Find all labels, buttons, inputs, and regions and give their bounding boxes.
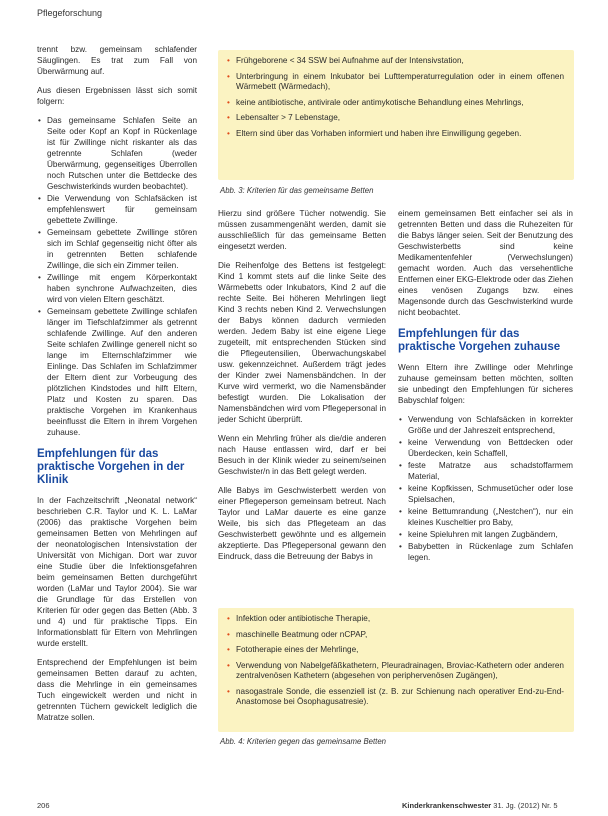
figure-caption: Abb. 4: Kriterien gegen das gemeinsame Betten: [220, 737, 387, 746]
running-header: Pflegeforschung: [37, 8, 103, 18]
recommendations-list: [398, 414, 573, 563]
list-item: • keine antibiotische, antivirale oder antimykotische Behandlung eines Mehrlings,: [236, 98, 564, 109]
column-middle: [218, 208, 386, 570]
paragraph: trennt bzw. gemeinsam schlafender Säuglingen. Es trat zum Fall von Überwärmung auf.: [37, 45, 197, 76]
list-item: • Babybetten in Rückenlage zum Schlafen legen.: [408, 541, 573, 563]
list-item: • maschinelle Beatmung oder nCPAP,: [236, 630, 564, 641]
list-item: • feste Matratze aus schadstoffarmem Material,: [408, 460, 573, 482]
list-item: • Das gemeinsame Schlafen Seite an Seite oder Kopf an Kopf in Rückenlage ist für Zwillinge nicht riskanter als das getrennte Schlafen (weder Überwärmung, gegenseitiges Überrollen noch Rutschen unter die Bettdecke des Geschwisterkinds wurden beobachtet).: [47, 115, 197, 192]
list-item: • Lebensalter > 7 Lebenstage,: [236, 113, 564, 124]
paragraph: In der Fachzeitschrift „Neonatal network“ beschrieben C.R. Taylor und K. L. LaMar (2006) das praktische Vorgehen beim gemeinsamen Betten von Mehrlingen auf der neonatologischen Intensivstation der Universität von Michigan. Dort war zuvor eine Studie über die Infektionsgefahren beim gemeinsamen Betten durchgeführt worden (LaMar und Taylor 2004). Sie war die Grundlage für das Erstellen von Kriterien für oder gegen das Betten (Abb. 3 und 4) und für praktische Tipps. Ein Informationsblatt für Eltern von Mehrlingen wurde erstellt.: [37, 496, 197, 648]
list-item: • Unterbringung in einem Inkubator bei Lufttemperaturregulation oder in einem offenen Wärmebett (Wärmedach),: [236, 72, 564, 93]
list-item: • keine Kopfkissen, Schmusetücher oder lose Spielsachen,: [408, 483, 573, 505]
list-item: • Zwillinge mit engem Körperkontakt haben synchrone Aufwachzeiten, dies wird von vielen Eltern geschätzt.: [47, 272, 197, 305]
section-heading: Empfehlungen für das praktische Vorgehen zuhause: [398, 328, 561, 353]
figure-caption: Abb. 3: Kriterien für das gemeinsame Betten: [220, 186, 374, 195]
list-item: • Verwendung von Schlafsäcken in korrekter Größe und der Jahreszeit entsprechend,: [408, 414, 573, 436]
list-item: • keine Spieluhren mit langen Zugbändern,: [408, 529, 573, 540]
list-item: • Eltern sind über das Vorhaben informiert und haben ihre Einwilligung gegeben.: [236, 129, 564, 140]
paragraph: Alle Babys im Geschwisterbett werden von einer Pflegeperson gemeinsam betreut. Nach Taylor und LaMar dauerte es eine ganze Weile, bis sich das Pflegeteam an das Geschwisterbett gewöhnte und es allgemein akzeptierte. Das Pflegepersonal gewann den Eindruck, dass die Betreuung der Babys in: [218, 486, 386, 561]
criteria-for-box: [218, 50, 574, 180]
paragraph: Hierzu sind größere Tücher notwendig. Sie müssen zusammengenäht werden, damit sie ausschließlich für das gemeinsame Betten eingesetzt werden.: [218, 209, 386, 251]
list-item: • Infektion oder antibiotische Therapie,: [236, 614, 564, 625]
paragraph: Entsprechend der Empfehlungen ist beim gemeinsamen Betten darauf zu achten, dass die Mehrlinge in ein gemeinsames Tuch eingewickelt werden und nicht in getrennten Tüchern gewickelt lediglich die Matratze sollen.: [37, 658, 197, 722]
list-item: • Fototherapie eines der Mehrlinge,: [236, 645, 564, 656]
journal-issue: 31. Jg. (2012) Nr. 5: [491, 801, 558, 810]
list-item: • nasogastrale Sonde, die essenziell ist (z. B. zur Schienung nach operativer End-zu-End-Anastomose bei Ösophagusatresie).: [236, 687, 564, 708]
paragraph: Die Reihenfolge des Bettens ist festgelegt: Kind 1 kommt stets auf die linke Seite des Wärmebetts oder Inkubators, Kind 2 auf die rechte Seite. Bei höheren Mehrlingen liegt Kind 3 rechts neben Kind 2. Verwechslungen der Babys können dadurch vermieden werden. Jedem Baby ist eine eigene Liege zugeteilt, mit entsprechenden Stücken sind die Pflegeutensilien, Überwachungskabel usw. gekennzeichnet. Außerdem trägt jedes der Kinder zwei Namensbändchen. In der Kurve wird vermerkt, wo die Namensbänder befestigt wurden. Die Lokalisation der Namensbändchen wird vom Pflegepersonal in jeder Schicht überprüft.: [218, 261, 386, 424]
journal-name: Kinderkrankenschwester: [402, 801, 492, 810]
column-right: [398, 208, 573, 571]
list-item: • Verwendung von Nabelgefäßkathetern, Pleuradrainagen, Broviac-Kathetern oder anderen zentralvenösen Kathetern (abgesehen von periphervenösen Zugängen),: [236, 661, 564, 682]
findings-list: [37, 115, 197, 438]
paragraph: Wenn ein Mehrling früher als die/die anderen nach Hause entlassen wird, darf er bei Besuch in der Klinik wieder zu seinem/seinen Geschwister/n in das Bett gelegt werden.: [218, 434, 386, 476]
list-item: • Gemeinsam gebettete Zwillinge stören sich im Schlaf gegenseitig nicht öfter als in getrennten Betten schlafende Zwillinge, die sich ein Zimmer teilen.: [47, 227, 197, 271]
criteria-against-box: [218, 608, 574, 732]
journal-footer: [402, 800, 558, 811]
paragraph: Wenn Eltern ihre Zwillinge oder Mehrlinge zuhause gemeinsam betten möchten, sollten sie unbedingt den Empfehlungen für sicheres Babyschlaf folgen:: [398, 363, 573, 405]
list-item: • keine Bettumrandung („Nestchen“), nur ein kleines Kuscheltier pro Baby,: [408, 506, 573, 528]
section-heading: Empfehlungen für das praktische Vorgehen in der Klinik: [37, 448, 185, 486]
column-left: [37, 44, 197, 731]
list-item: • Die Verwendung von Schlafsäcken ist empfehlenswert für gemeinsam gebettete Zwillinge.: [47, 193, 197, 226]
list-item: • Gemeinsam gebettete Zwillinge schlafen länger im Tiefschlafzimmer als getrennt schlafende Zwillinge. Auf den anderen Seite schlafen Zwillinge generell nicht so lange im Elternschlafzimmer wie Einlinge. Das Schlafen im Schlafzimmer der Eltern dient zur Vorbeugung des plötzlichen Kindstodes und hilft Eltern, Platz und Kosten zu sparen. Das praktische Vorgehen im Krankenhaus beeinflusst die Eltern in ihrem Vorgehen zuhause.: [47, 306, 197, 438]
page-number: 206: [37, 801, 50, 810]
list-item: • keine Verwendung von Bettdecken oder Überdecken, kein Schaffell,: [408, 437, 573, 459]
paragraph: Aus diesen Ergebnissen lässt sich somit folgern:: [37, 86, 197, 106]
paragraph: einem gemeinsamen Bett einfacher sei als in getrennten Betten und dass die Ruhezeiten für die Babys länger seien. Seit der Benutzung des Geschwisterbetts sind keine Medikamentenfehler (Verwechslungen) gemacht worden. Auch das versehentliche Entfernen einer EKG-Elektrode oder das Ziehen eines venösen Zugangs bzw. eines Magensonde durch das Geschwisterkind wurde nicht beobachtet.: [398, 209, 573, 317]
list-item: • Frühgeborene < 34 SSW bei Aufnahme auf der Intensivstation,: [236, 56, 564, 67]
